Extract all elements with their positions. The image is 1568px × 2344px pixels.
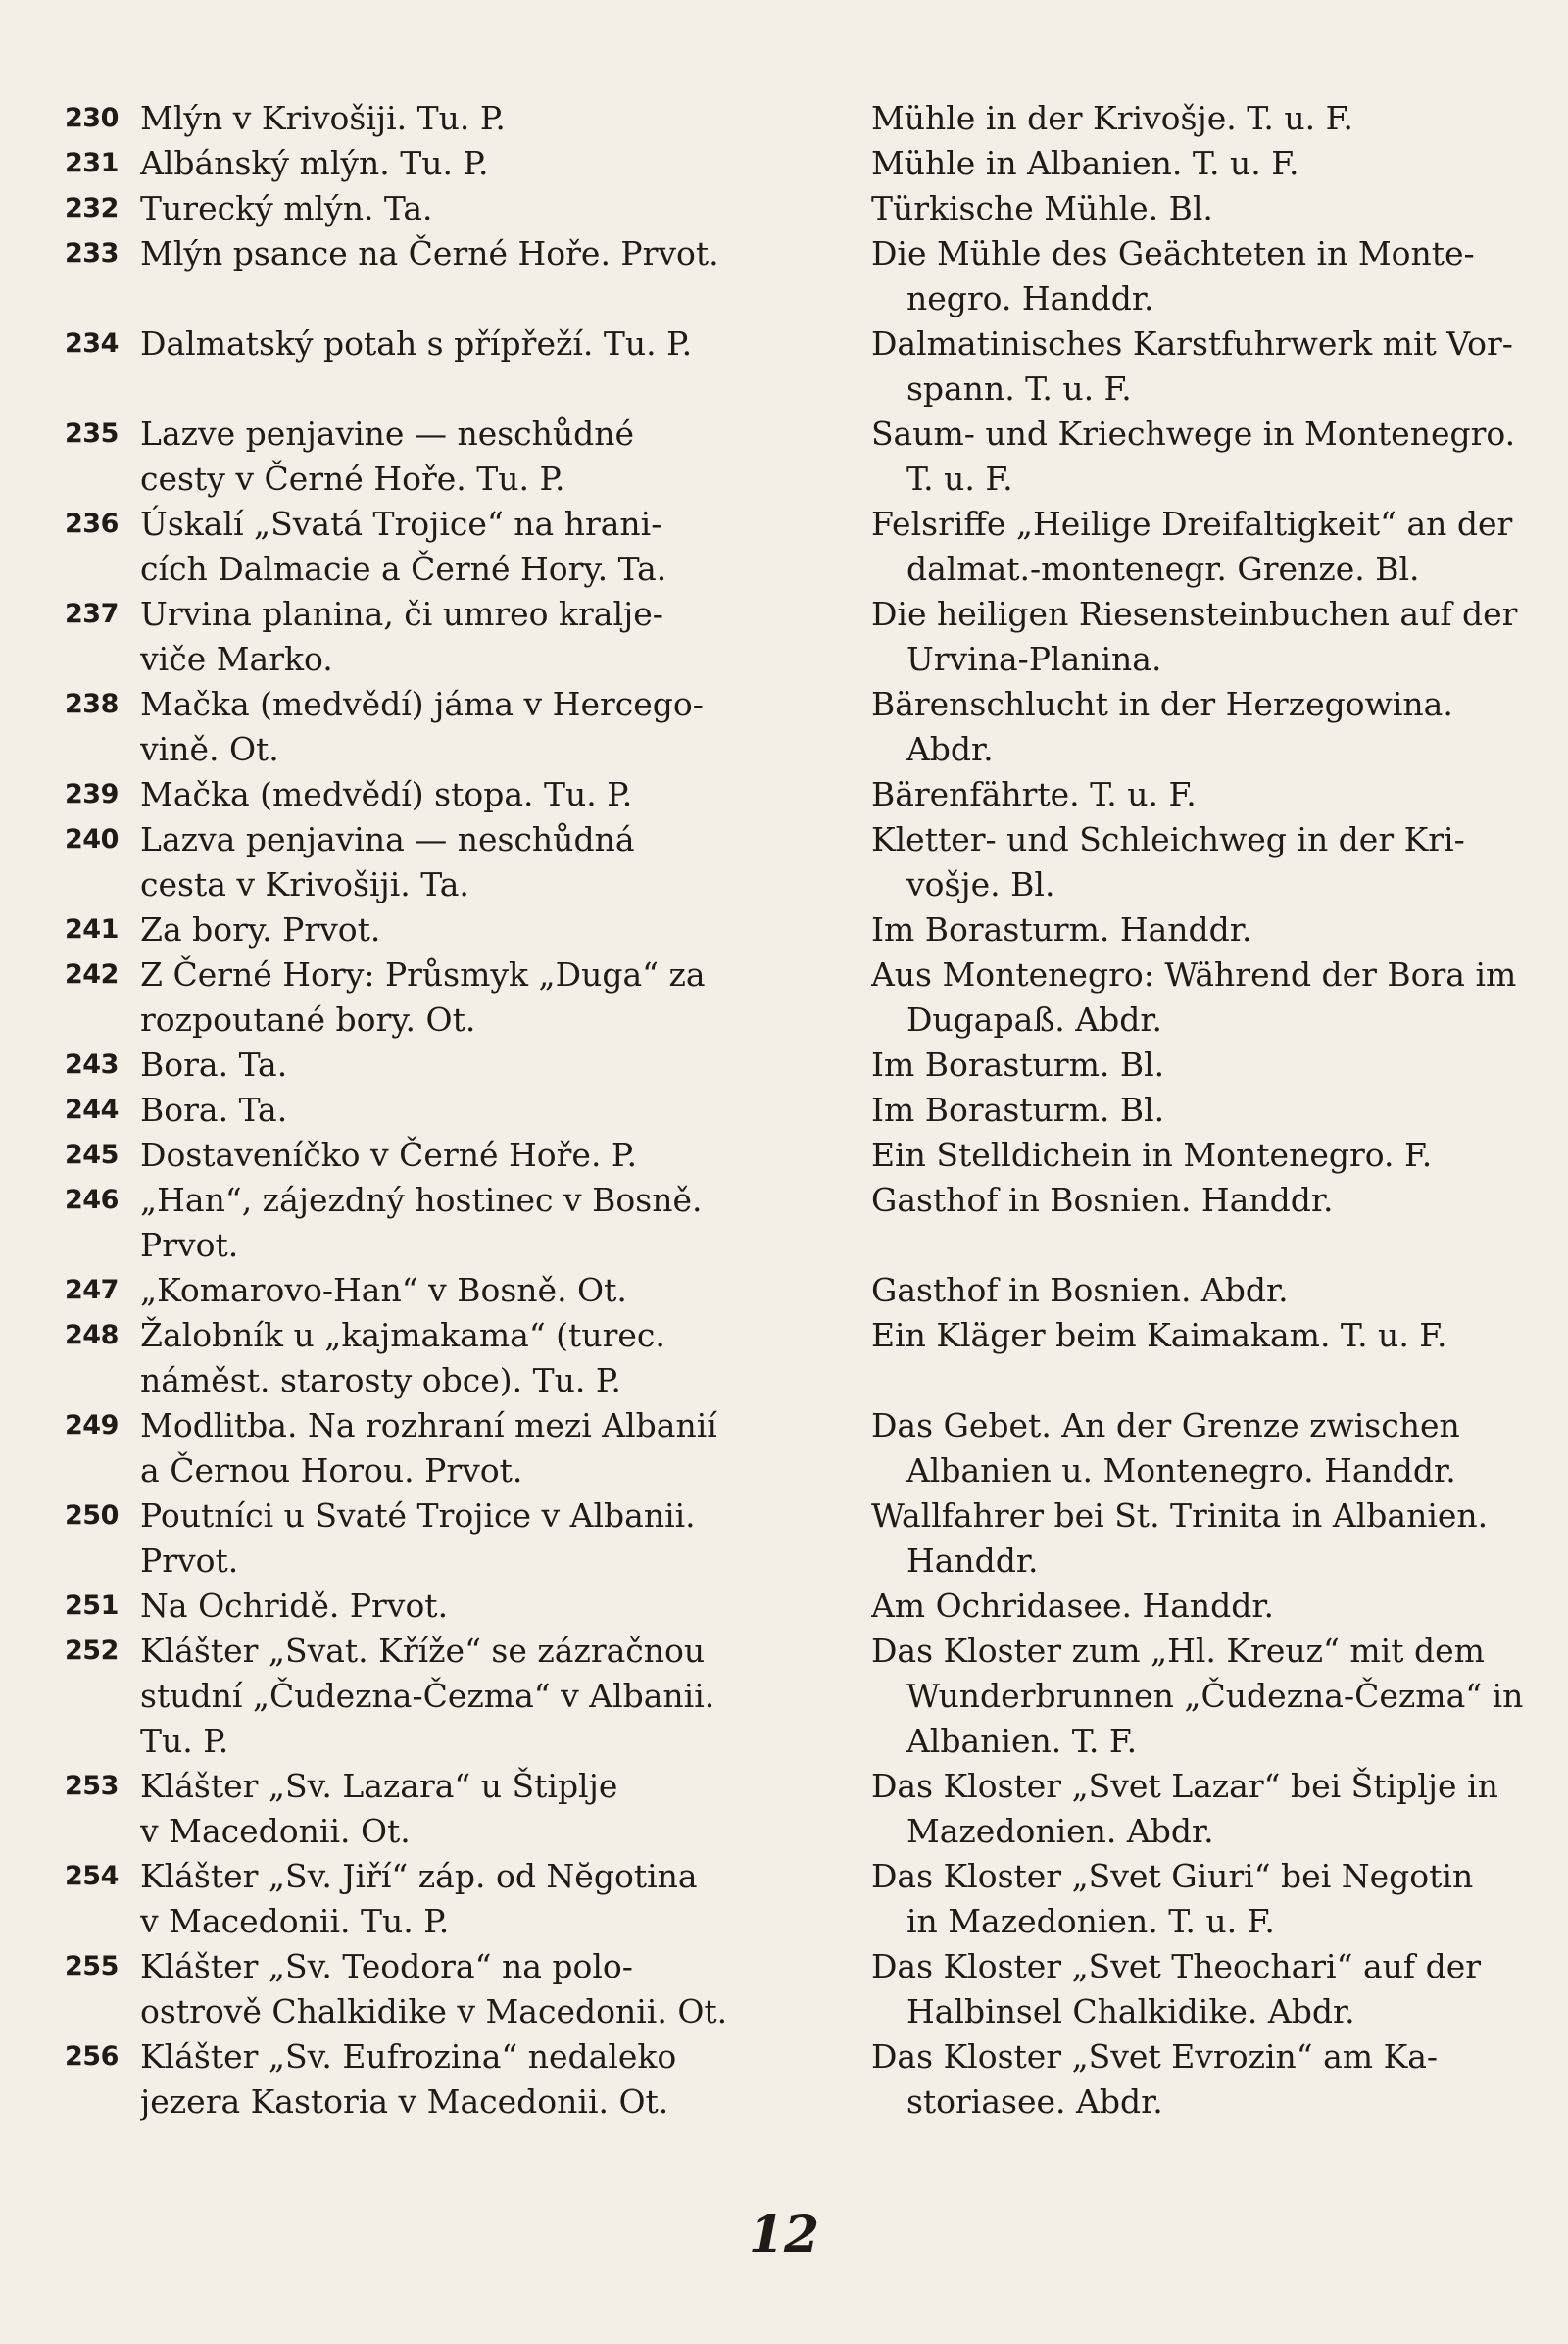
- german-line: Bärenfährte. T. u. F.: [870, 775, 1197, 813]
- entry-czech-title: [140, 1178, 769, 1268]
- entry-number: 247: [65, 1275, 119, 1305]
- czech-line: Klášter „Svat. Kříže“ se zázračnou: [140, 1632, 706, 1670]
- czech-line: studní „Čudezna-Čezma“ v Albanii.: [140, 1677, 715, 1715]
- german-line: [871, 1223, 1568, 1268]
- entry-czech-title: [140, 1764, 769, 1854]
- czech-line: v Macedonii. Ot.: [140, 1812, 411, 1850]
- czech-line: ostrově Chalkidike v Macedonii. Ot.: [140, 1992, 728, 2030]
- entry-german-title: [871, 1493, 1568, 1584]
- catalog-entry: [0, 907, 1568, 952]
- german-line: Das Kloster zum „Hl. Kreuz“ mit dem: [870, 1632, 1485, 1670]
- entry-czech-title: [140, 1403, 769, 1493]
- czech-line: Modlitba. Na rozhraní mezi Albanií: [140, 1406, 717, 1444]
- catalog-list: [0, 96, 1568, 2124]
- entry-german-title: [871, 412, 1568, 502]
- german-line: Handdr.: [906, 1541, 1039, 1580]
- german-line: Das Kloster „Svet Giuri“ bei Negotin: [870, 1857, 1474, 1895]
- czech-line: Za bory. Prvot.: [140, 910, 381, 949]
- czech-line: Mačka (medvědí) stopa. Tu. P.: [140, 775, 633, 813]
- entry-czech-title: [140, 952, 769, 1043]
- czech-line: vině. Ot.: [140, 730, 279, 768]
- czech-line: Žalobník u „kajmakama“ (turec.: [140, 1316, 665, 1354]
- czech-line: a Černou Horou. Prvot.: [140, 1451, 523, 1489]
- czech-line: jezera Kastoria v Macedonii. Ot.: [140, 2082, 669, 2121]
- catalog-entry: [0, 1854, 1568, 1944]
- german-line: Urvina-Planina.: [906, 640, 1162, 678]
- entry-number: 235: [65, 418, 119, 449]
- entry-german-title: [871, 321, 1568, 412]
- german-line: vošje. Bl.: [906, 865, 1055, 903]
- german-line: Wallfahrer bei St. Trinita in Albanien.: [870, 1496, 1489, 1535]
- german-line: Mühle in der Krivošje. T. u. F.: [870, 99, 1353, 137]
- entry-number: 232: [65, 193, 119, 223]
- czech-line: Klášter „Sv. Eufrozina“ nedaleko: [140, 2037, 677, 2075]
- german-line: Wunderbrunnen „Čudezna-Čezma“ in: [906, 1677, 1524, 1715]
- czech-line: Lazve penjavine — neschůdné: [140, 415, 635, 453]
- czech-line: rozpoutané bory. Ot.: [140, 1001, 476, 1039]
- entry-czech-title: [140, 502, 769, 592]
- czech-line: Mlýn psance na Černé Hoře. Prvot.: [140, 234, 719, 272]
- german-line: Ein Kläger beim Kaimakam. T. u. F.: [870, 1316, 1447, 1354]
- entry-czech-title: [140, 772, 769, 817]
- german-line: [871, 1358, 1568, 1403]
- czech-line: Turecký mlýn. Ta.: [140, 189, 433, 227]
- entry-german-title: [871, 907, 1568, 952]
- czech-line: Z Černé Hory: Průsmyk „Duga“ za: [140, 955, 706, 994]
- german-line: Felsriffe „Heilige Dreifaltigkeit“ an der: [870, 505, 1513, 543]
- german-line: negro. Handdr.: [906, 279, 1154, 317]
- czech-line: Klášter „Sv. Jiří“ záp. od Nĕgotina: [140, 1857, 698, 1895]
- entry-number: 249: [65, 1410, 119, 1441]
- entry-number: 251: [65, 1590, 119, 1621]
- czech-line: Prvot.: [140, 1226, 239, 1264]
- entry-number: 234: [65, 328, 119, 359]
- czech-line: cesty v Černé Hoře. Tu. P.: [140, 460, 565, 498]
- german-line: Das Kloster „Svet Theochari“ auf der: [870, 1947, 1482, 1985]
- entry-german-title: [871, 1088, 1568, 1133]
- entry-german-title: [871, 952, 1568, 1043]
- czech-line: Poutníci u Svaté Trojice v Albanii.: [140, 1496, 696, 1535]
- german-line: storiasee. Abdr.: [906, 2082, 1163, 2121]
- czech-line: Klášter „Sv. Teodora“ na polo-: [140, 1947, 633, 1985]
- czech-line: Urvina planina, či umreo kralje-: [140, 595, 663, 633]
- entry-czech-title: [140, 1133, 769, 1178]
- entry-german-title: [871, 682, 1568, 772]
- catalog-entry: [0, 1268, 1568, 1313]
- entry-czech-title: [140, 412, 769, 502]
- catalog-entry: [0, 592, 1568, 682]
- czech-line: Úskalí „Svatá Trojice“ na hrani-: [140, 505, 662, 543]
- entry-czech-title: [140, 1313, 769, 1403]
- catalog-entry: [0, 1584, 1568, 1629]
- german-line: Aus Montenegro: Während der Bora im: [870, 955, 1517, 994]
- czech-line: v Macedonii. Tu. P.: [140, 1902, 450, 1940]
- german-line: Dugapaß. Abdr.: [906, 1001, 1163, 1039]
- entry-number: 241: [65, 914, 119, 945]
- czech-line: [140, 276, 769, 321]
- entry-german-title: [871, 772, 1568, 817]
- entry-number: 245: [65, 1140, 119, 1170]
- entry-number: 254: [65, 1861, 119, 1891]
- entry-number: 246: [65, 1185, 119, 1215]
- entry-number: 242: [65, 959, 119, 990]
- german-line: Im Borasturm. Bl.: [870, 1091, 1165, 1129]
- entry-number: 255: [65, 1951, 119, 1981]
- entry-czech-title: [140, 1043, 769, 1088]
- czech-line: Mlýn v Krivošiji. Tu. P.: [140, 99, 506, 137]
- entry-number: 236: [65, 509, 119, 539]
- entry-czech-title: [140, 1584, 769, 1629]
- entry-czech-title: [140, 96, 769, 141]
- catalog-entry: [0, 1088, 1568, 1133]
- czech-line: cích Dalmacie a Černé Hory. Ta.: [140, 550, 667, 588]
- catalog-entry: [0, 952, 1568, 1043]
- entry-german-title: [871, 1944, 1568, 2034]
- german-line: Die heiligen Riesensteinbuchen auf der: [870, 595, 1518, 633]
- entry-german-title: [871, 502, 1568, 592]
- entry-czech-title: [140, 907, 769, 952]
- entry-number: 253: [65, 1771, 119, 1801]
- german-line: Albanien u. Montenegro. Handdr.: [906, 1451, 1456, 1489]
- entry-number: 237: [65, 599, 119, 629]
- german-line: Gasthof in Bosnien. Abdr.: [870, 1271, 1289, 1309]
- entry-number: 256: [65, 2041, 119, 2072]
- entry-german-title: [871, 1584, 1568, 1629]
- entry-czech-title: [140, 2034, 769, 2124]
- german-line: Die Mühle des Geächteten in Monte-: [870, 234, 1475, 272]
- entry-german-title: [871, 186, 1568, 231]
- entry-czech-title: [140, 141, 769, 186]
- entry-number: 244: [65, 1095, 119, 1125]
- entry-german-title: [871, 2034, 1568, 2124]
- german-line: Im Borasturm. Handdr.: [870, 910, 1252, 949]
- entry-czech-title: [140, 817, 769, 907]
- entry-number: 252: [65, 1636, 119, 1666]
- german-line: Gasthof in Bosnien. Handdr.: [870, 1181, 1334, 1219]
- entry-number: 230: [65, 103, 119, 133]
- catalog-entry: [0, 412, 1568, 502]
- entry-czech-title: [140, 231, 769, 321]
- czech-line: Prvot.: [140, 1541, 239, 1580]
- entry-german-title: [871, 1764, 1568, 1854]
- entry-czech-title: [140, 682, 769, 772]
- czech-line: [140, 366, 769, 412]
- entry-number: 243: [65, 1050, 119, 1080]
- entry-german-title: [871, 1403, 1568, 1493]
- catalog-entry: [0, 1313, 1568, 1403]
- german-line: Im Borasturm. Bl.: [870, 1046, 1165, 1084]
- german-line: Halbinsel Chalkidike. Abdr.: [906, 1992, 1355, 2030]
- czech-line: Dostaveníčko v Černé Hoře. P.: [140, 1136, 637, 1174]
- entry-german-title: [871, 1313, 1568, 1403]
- catalog-entry: [0, 231, 1568, 321]
- entry-german-title: [871, 1268, 1568, 1313]
- catalog-entry: [0, 2034, 1568, 2124]
- catalog-entry: [0, 772, 1568, 817]
- german-line: Dalmatinisches Karstfuhrwerk mit Vor-: [870, 324, 1513, 363]
- czech-line: cesta v Krivošiji. Ta.: [140, 865, 469, 903]
- entry-czech-title: [140, 1944, 769, 2034]
- german-line: Am Ochridasee. Handdr.: [870, 1587, 1275, 1625]
- german-line: Mühle in Albanien. T. u. F.: [870, 144, 1299, 182]
- czech-line: Tu. P.: [140, 1722, 229, 1760]
- entry-number: 250: [65, 1500, 119, 1531]
- entry-german-title: [871, 141, 1568, 186]
- entry-number: 240: [65, 824, 119, 855]
- czech-line: viče Marko.: [140, 640, 333, 678]
- german-line: Das Kloster „Svet Lazar“ bei Štiplje in: [870, 1767, 1498, 1805]
- czech-line: Lazva penjavina — neschůdná: [140, 820, 635, 858]
- czech-line: náměst. starosty obce). Tu. P.: [140, 1361, 621, 1399]
- german-line: Mazedonien. Abdr.: [906, 1812, 1214, 1850]
- czech-line: Bora. Ta.: [140, 1046, 288, 1084]
- german-line: dalmat.-montenegr. Grenze. Bl.: [906, 550, 1420, 588]
- catalog-entry: [0, 502, 1568, 592]
- entry-number: 239: [65, 779, 119, 809]
- catalog-entry: [0, 682, 1568, 772]
- catalog-entry: [0, 96, 1568, 141]
- german-line: Albanien. T. F.: [906, 1722, 1138, 1760]
- catalog-entry: [0, 1629, 1568, 1764]
- german-line: Türkische Mühle. Bl.: [870, 189, 1213, 227]
- german-line: spann. T. u. F.: [906, 369, 1132, 408]
- catalog-entry: [0, 1178, 1568, 1268]
- german-line: Ein Stelldichein in Montenegro. F.: [870, 1136, 1433, 1174]
- catalog-entry: [0, 1043, 1568, 1088]
- czech-line: „Komarovo-Han“ v Bosně. Ot.: [140, 1271, 627, 1309]
- entry-german-title: [871, 1178, 1568, 1268]
- entry-german-title: [871, 592, 1568, 682]
- czech-line: Albánský mlýn. Tu. P.: [140, 144, 489, 182]
- german-line: T. u. F.: [906, 460, 1013, 498]
- entry-number: 248: [65, 1320, 119, 1350]
- entry-czech-title: [140, 1088, 769, 1133]
- entry-czech-title: [140, 1268, 769, 1313]
- page-number: 12: [748, 2205, 820, 2265]
- german-line: Abdr.: [906, 730, 994, 768]
- catalog-entry: [0, 1944, 1568, 2034]
- catalog-entry: [0, 186, 1568, 231]
- entry-number: 238: [65, 689, 119, 719]
- czech-line: Dalmatský potah s přípřeží. Tu. P.: [140, 324, 693, 363]
- entry-german-title: [871, 1629, 1568, 1764]
- catalog-entry: [0, 141, 1568, 186]
- entry-czech-title: [140, 1854, 769, 1944]
- czech-line: Bora. Ta.: [140, 1091, 288, 1129]
- entry-german-title: [871, 96, 1568, 141]
- entry-czech-title: [140, 321, 769, 412]
- german-line: Saum- und Kriechwege in Montenegro.: [870, 415, 1516, 453]
- catalog-entry: [0, 1493, 1568, 1584]
- german-line: Das Gebet. An der Grenze zwischen: [870, 1406, 1460, 1444]
- german-line: Bärenschlucht in der Herzegowina.: [870, 685, 1453, 723]
- catalog-entry: [0, 817, 1568, 907]
- entry-czech-title: [140, 1493, 769, 1584]
- entry-number: 233: [65, 238, 119, 269]
- catalog-entry: [0, 1403, 1568, 1493]
- czech-line: Na Ochridě. Prvot.: [140, 1587, 449, 1625]
- entry-czech-title: [140, 186, 769, 231]
- entry-czech-title: [140, 1629, 769, 1764]
- catalog-entry: [0, 321, 1568, 412]
- entry-german-title: [871, 231, 1568, 321]
- entry-german-title: [871, 1854, 1568, 1944]
- german-line: Kletter- und Schleichweg in der Kri-: [870, 820, 1465, 858]
- entry-german-title: [871, 817, 1568, 907]
- german-line: in Mazedonien. T. u. F.: [906, 1902, 1275, 1940]
- entry-german-title: [871, 1133, 1568, 1178]
- czech-line: Klášter „Sv. Lazara“ u Štiplje: [140, 1767, 618, 1805]
- german-line: Das Kloster „Svet Evrozin“ am Ka-: [870, 2037, 1439, 2075]
- entry-number: 231: [65, 148, 119, 178]
- entry-czech-title: [140, 592, 769, 682]
- entry-german-title: [871, 1043, 1568, 1088]
- czech-line: „Han“, zájezdný hostinec v Bosně.: [140, 1181, 703, 1219]
- czech-line: Mačka (medvědí) jáma v Hercego-: [140, 685, 704, 723]
- catalog-entry: [0, 1764, 1568, 1854]
- catalog-entry: [0, 1133, 1568, 1178]
